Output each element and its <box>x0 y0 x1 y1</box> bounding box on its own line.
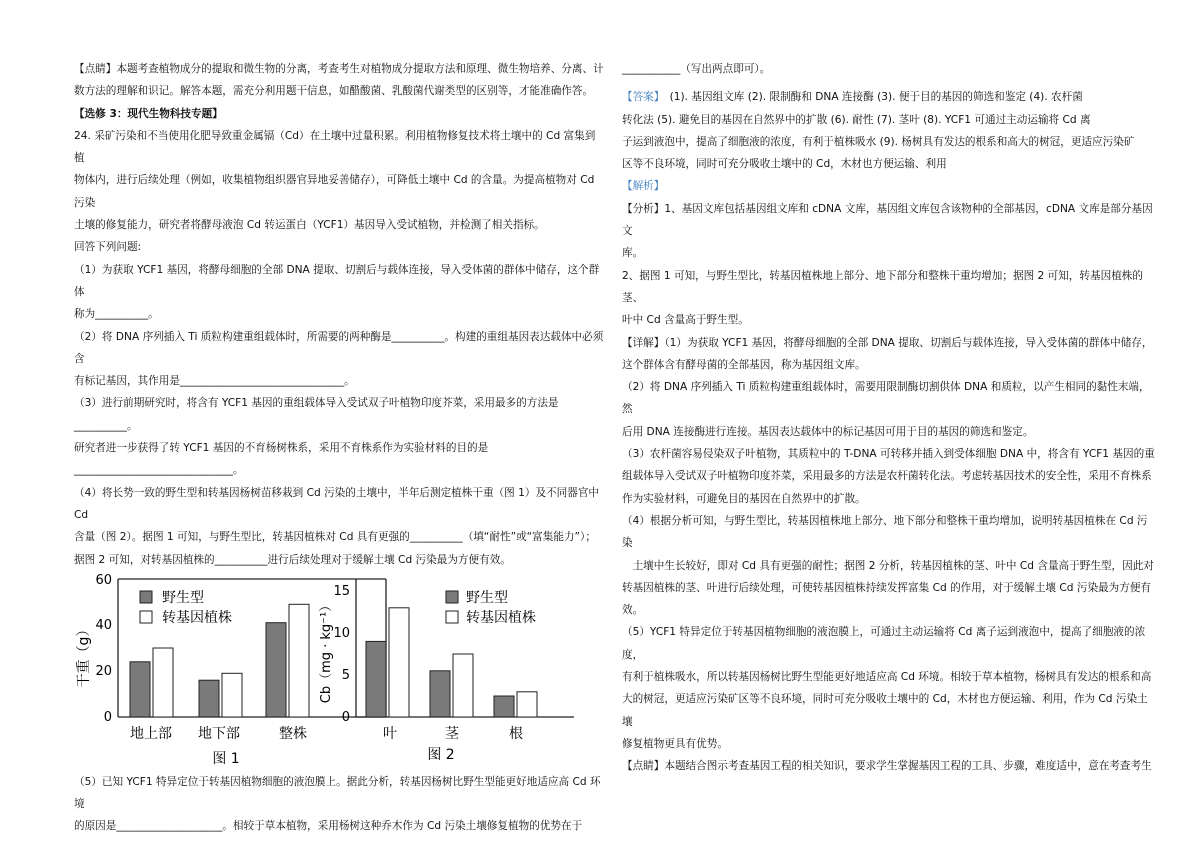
question-line: 物体内，进行后续处理（例如，收集植物组织器官异地妥善储存），可降低土壤中 Cd 的含量。为提高植物对 Cd 污染 <box>74 174 595 209</box>
question-line: （1）为获取 YCF1 基因，将酵母细胞的全部 DNA 提取、切割后与载体连接，导入受体菌的群体中储存，这个群体 <box>74 263 600 298</box>
bar-wild-type <box>199 680 219 717</box>
remark-line: 数方法的理解和识记。解答本题，需充分利用题干信息，如醋酸菌、乳酸菌代谢类型的区别等，才能准确作答。 <box>74 85 594 98</box>
question-line: （5）已知 YCF1 特异定位于转基因植物细胞的液泡膜上。据此分析，转基因杨树比野生型能更好地适应高 Cd 环境 <box>74 775 601 811</box>
answer-line: 转化法 (5). 避免目的基因在自然界中的扩散 (6). 耐性 (7). 茎叶 (8). YCF1 可通过主动运输将 Cd 离 <box>622 113 1091 126</box>
question-line: 称为__________。 <box>74 308 159 321</box>
analysis-tag: 【解析】 <box>622 180 665 193</box>
detail-line: 【详解】（1）为获取 YCF1 基因，将酵母细胞的全部 DNA 提取、切割后与载体连接，导入受体菌的群体中储存， <box>622 336 1153 349</box>
figure-2 <box>319 579 574 763</box>
detail-line: （5）YCF1 特异定位于转基因植物细胞的液泡膜上，可通过主动运输将 Cd 离子运到液泡中，提高了细胞液的浓度， <box>622 626 1146 661</box>
question-line: （2）将 DNA 序列插入 Ti 质粒构建重组载体时，所需要的两种酶是__________。构建的重组基因表达载体中必须含 <box>74 330 604 365</box>
remark-line: 【点睛】本题考查植物成分的提取和微生物的分离，考查考生对植物成分提取方法和原理、微生物培养、分离、计 <box>74 63 604 75</box>
analysis-line: 2、据图 1 可知，与野生型比，转基因植株地上部分、地下部分和整株干重均增加；据图 2 可知，转基因植株的茎、 <box>622 269 1143 304</box>
x-tick-label: 地下部 <box>198 725 240 742</box>
legend-label-transgenic: 转基因植株 <box>162 609 232 626</box>
left-column <box>74 58 604 838</box>
question-line: 土壤的修复能力，研究者将酵母液泡 Cd 转运蛋白（YCF1）基因导入受试植物，并检测了相关指标。 <box>74 219 545 232</box>
y-tick-label: 5 <box>341 667 350 683</box>
detail-line: （3）农杆菌容易侵染双子叶植物，其质粒中的 T-DNA 可转移并插入到受体细胞 DNA 中，将含有 YCF1 基因的重 <box>622 448 1155 461</box>
answer-line: 【答案】 (1). 基因组文库 (2). 限制酶和 DNA 连接酶 (3). 便于目的基因的筛选和鉴定 (4). 农杆菌 <box>622 91 1083 104</box>
detail-line: （4）根据分析可知，与野生型比，转基因植株地上部分、地下部分和整株干重均增加，说明转基因植株在 Cd 污染 <box>622 514 1148 550</box>
detail-line: 后用 DNA 连接酶进行连接。基因表达载体中的标记基因可用于目的基因的筛选和鉴定。 <box>622 425 1034 438</box>
question-line: 有标记基因，其作用是_______________________________。 <box>74 375 355 388</box>
y-tick-label: 0 <box>341 709 350 725</box>
bar-transgenic <box>517 692 537 717</box>
legend-swatch-transgenic <box>140 611 152 623</box>
analysis-line: 叶中 Cd 含量高于野生型。 <box>622 314 749 327</box>
figures <box>74 571 604 771</box>
bar-wild-type <box>366 641 386 717</box>
x-tick-label: 叶 <box>383 725 397 742</box>
bar-transgenic <box>222 673 242 717</box>
detail-line: 作为实验材料，可避免目的基因在自然界中的扩散。 <box>622 492 866 505</box>
question-line: ______________________________。 <box>74 464 244 477</box>
answer-tag: 【答案】 <box>622 91 660 104</box>
figure-title: 图 2 <box>427 746 455 763</box>
detail-line: 这个群体含有酵母菌的全部基因，称为基因组文库。 <box>622 358 866 371</box>
detail-line: 转基因植株的茎、叶进行后续处理，可使转基因植株持续发挥富集 Cd 的作用，对于缓解土壤 Cd 污染最为方便有效。 <box>622 581 1152 617</box>
legend-swatch-transgenic <box>446 611 458 623</box>
y-tick-label: 10 <box>333 625 350 641</box>
x-tick-label: 根 <box>509 725 523 742</box>
right-column <box>622 58 1156 778</box>
bar-wild-type <box>430 671 450 717</box>
detail-line: 大的树冠，更适应污染矿区等不良环境，同时可充分吸收土壤中的 Cd，木材也方便运输、利用，作为 Cd 污染土壤 <box>622 693 1148 728</box>
bar-wild-type <box>494 696 514 717</box>
y-tick-label: 0 <box>103 709 112 725</box>
y-axis-label: Cb（mg · kg⁻¹） <box>319 598 334 704</box>
question-line: 的原因是____________________。相较于草本植物，采用杨树这种乔木作为 Cd 污染土壤修复植物的优势在于 <box>74 820 583 833</box>
section-heading: 【选修 3：现代生物科技专题】 <box>74 107 223 120</box>
detail-line: 土壤中生长较好，即对 Cd 具有更强的耐性；据图 2 分析，转基因植株的茎、叶中 Cd 含量高于野生型，因此对 <box>622 559 1154 572</box>
remark-line: 【点睛】本题结合图示考查基因工程的相关知识，要求学生掌握基因工程的工具、步骤，难度适中，意在考查考生 <box>622 760 1152 773</box>
question-line: 24. 采矿污染和不当使用化肥导致重金属镉（Cd）在土壤中过量积累。利用植物修复技术将土壤中的 Cd 富集到植 <box>74 129 596 165</box>
question-line: 回答下列问题: <box>74 241 142 254</box>
analysis-line: 【分析】1、基因文库包括基因组文库和 cDNA 文库，基因组文库包含该物种的全部基因，cDNA 文库是部分基因文 <box>622 202 1153 238</box>
bar-transgenic <box>453 654 473 717</box>
legend-label-wild: 野生型 <box>162 589 204 606</box>
x-tick-label: 地上部 <box>130 725 172 742</box>
detail-line: （2）将 DNA 序列插入 Ti 质粒构建重组载体时，需要用限制酶切割供体 DNA 和质粒，以产生相同的黏性末端，然 <box>622 381 1150 416</box>
y-axis-label: 干重（g） <box>76 622 92 688</box>
question-line: 研究者进一步获得了转 YCF1 基因的不育杨树株系，采用不育株系作为实验材料的目的是 <box>74 442 489 455</box>
y-tick-label: 60 <box>95 572 112 588</box>
detail-line: 有利于植株吸水，所以转基因杨树比野生型能更好地适应高 Cd 环境。相较于草本植物，杨树具有发达的根系和高 <box>622 671 1152 684</box>
bar-transgenic <box>289 604 309 717</box>
y-tick-label: 40 <box>95 617 112 633</box>
figure-svg <box>74 571 604 771</box>
legend-swatch-wild <box>140 591 152 603</box>
bar-wild-type <box>266 623 286 717</box>
figure-1 <box>76 573 386 767</box>
y-tick-label: 15 <box>333 583 350 599</box>
x-tick-label: 茎 <box>445 725 459 742</box>
y-tick-label: 20 <box>95 663 112 679</box>
x-tick-label: 整株 <box>279 725 307 742</box>
question-line: 含量（图 2）。据图 1 可知，与野生型比，转基因植株对 Cd 具有更强的__________（填“耐性”或“富集能力”）； <box>74 531 596 544</box>
answer-line: 区等不良环境，同时可充分吸收土壤中的 Cd，木材也方便运输、利用 <box>622 158 947 171</box>
answer-continuation: ___________（写出两点即可）。 <box>622 63 771 75</box>
figure-title: 图 1 <box>212 750 240 767</box>
question-line: （4）将长势一致的野生型和转基因杨树苗移栽到 Cd 污染的土壤中，半年后测定植株干重（图 1）及不同器官中 Cd <box>74 486 600 521</box>
detail-line: 修复植物更具有优势。 <box>622 737 728 750</box>
detail-line: 组载体导入受试双子叶植物印度芥菜，采用最多的方法是农杆菌转化法。考虑转基因技术的安全性，采用不育株系 <box>622 470 1152 483</box>
legend-swatch-wild <box>446 591 458 603</box>
bar-wild-type <box>130 662 150 717</box>
legend-label-wild: 野生型 <box>466 589 508 606</box>
question-line: 据图 2 可知，对转基因植株的__________进行后续处理对于缓解土壤 Cd 污染最为方便有效。 <box>74 553 511 566</box>
bar-transgenic <box>153 648 173 717</box>
question-line: （3）进行前期研究时，将含有 YCF1 基因的重组载体导入受试双子叶植物印度芥菜，采用最多的方法是__________。 <box>74 397 559 432</box>
bar-transgenic <box>389 608 409 717</box>
analysis-line: 库。 <box>622 247 644 260</box>
answer-line: 子运到液泡中，提高了细胞液的浓度，有利于植株吸水 (9). 杨树具有发达的根系和高大的树冠，更适应污染矿 <box>622 135 1135 148</box>
legend-label-transgenic: 转基因植株 <box>466 609 536 626</box>
